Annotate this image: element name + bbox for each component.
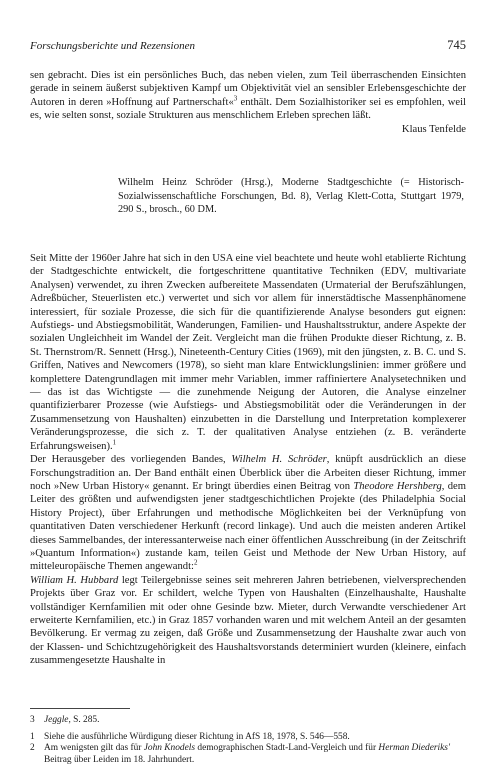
footnote-author: John Knodels <box>143 743 196 754</box>
footnote-author: Jeggle <box>44 715 69 725</box>
paragraph-2-text: , dem Leiter des größten und aufwendigsten jener stadtgeschichtlichen Projekte (des Philadelphia Social History Project), über Erfahrungen und methodische Möglichkeiten bei der Verknüpfung von quantitativen Daten verschiedener Herkunft (record linkage). Und auch die meisten anderen Artikel dieses Sammelbandes, der interessanterweise nach einer öffentlichen Ausschreibung (in der Zeitschrift »Quantum Information«) zustande kam, teilen Geist und Methode der New Urban History, auf mitteleuropäische Themen angewandt: <box>30 480 467 573</box>
paragraph-2-text: , knüpft ausdrücklich an diese Forschungstradition an. Der Band enthält einen Überblick über die Arbeiten dieser Richtung, immer noch »New Urban History« genannt. Er bringt überdies einen Beitrag von <box>30 454 466 492</box>
footnotes <box>30 715 466 766</box>
footnote-1 <box>30 732 466 743</box>
review-conclusion <box>30 69 466 136</box>
paragraph-1-text: Seit Mitte der 1960er Jahre hat sich in den USA eine viel beachtete und heute wohl etablierte Richtung der Stadtgeschichte entwickelt, die fortgeschrittene quantitative Techniken (EDV, multivariate Analysen) verwendet, zu ihren Zwecken aufbereitete Massendaten (Urmaterial der Berufszählungen, Adreßbücher, Steuerlisten etc.) verwertet und sich vor allem für innerstädtische Massenphänomene interessiert, für soziale Prozesse, die sich für die quantifizierende Analyse besonders gut eignen: Aufstiegs- und Abstiegsmobilität, Wanderungen, Familien- und Haushaltsstruktur, andere Aspekte der sozialen Ungleichheit im Wandel der Zeit. Vergleicht man die frühen Produkte dieser Richtung, z. B. St. Thernstrom/R. Sennett (Hrsg.), Nineteenth-Century Cities (1969), mit den jüngsten, z. B. C. und S. Griffen, Natives and Newcomers (1978), so sieht man klare Entwicklungslinien: immer größere und komplettere Datengrundlagen mit immer mehr Variablen, immer raffiniertere Analysetechniken und — das ist das Wichtigste — die zunehmende Neigung der Autoren, die Analyse einzelner quantifizierbarer Prozesse (wie Aufstiegs- und Abstiegsmobilität oder die Veränderungen in der Zusammensetzung von Haushalten) einzubetten in die Darstellung und Interpretation komplexerer Veränderungsprozesse, die sich z. T. der qualitativen Analyse entziehen (z. B. veränderte Erfahrungsweisen). <box>30 253 466 452</box>
bibliographic-entry: Wilhelm Heinz Schröder (Hrsg.), Moderne Stadtgeschichte (= Historisch-Sozialwissenschaftliche Forschungen, Bd. 8), Verlag Klett-Cotta, Stuttgart 1979, 290 S., brosch., 60 DM. <box>118 177 464 216</box>
paragraph-3 <box>30 574 466 668</box>
reviewer-signature: Klaus Tenfelde <box>401 123 466 135</box>
paragraph-2 <box>30 453 466 574</box>
footnote-number: 2 <box>30 743 35 754</box>
footnote-2 <box>30 743 466 765</box>
footnote-number: 1 <box>30 732 35 743</box>
page-number: 745 <box>447 38 466 52</box>
author-name: Wilhelm H. Schröder <box>231 454 327 466</box>
author-name: Theodore Hershberg <box>353 480 442 492</box>
review-body <box>30 252 466 668</box>
intro-paragraph <box>30 69 466 123</box>
footnote-divider <box>30 708 130 709</box>
running-head: Forschungsberichte und Rezensionen <box>30 40 195 52</box>
paragraph-3-text: legt Teilergebnisse seines seit mehreren Jahren betriebenen, vielversprechenden Projekts über Graz vor. Er schildert, welche Typen von Haushalten (Einzelhaushalte, Haushalte vollständiger Kernfamilien mit oder ohne Gesinde bzw. Mieter, durch Verwandte verschiedener Art erweiterte Kernfamilien, etc.) in Graz 1857 vorhanden waren und mit welchem Anteil an der gesamten Bevölkerung. Er vermag zu zeigen, daß Größe und Zusammensetzung der Haushalte zwar auch von der Klassen- und Schichtzugehörigkeit des Haushaltsvorstands determiniert wurden (kleinere, einfach zusammengesetzte Haushalte in <box>30 574 466 667</box>
paragraph-2-text: Der Herausgeber des vorliegenden Bandes, <box>30 454 232 466</box>
footnote-ref: 1 <box>112 438 117 447</box>
footnote-author: Herman Diederiks' <box>378 743 450 754</box>
footnote-ref: 3 <box>233 94 238 103</box>
author-name: William H. Hubbard <box>30 574 119 586</box>
intro-text-after: enthält. Dem Sozialhistoriker sei es empfohlen, weil es, wie selten sonst, soziale Strukturen aus menschlichem Erleben sprechen läßt. <box>30 96 466 122</box>
footnote-text: Siehe die ausführliche Würdigung dieser Richtung in AfS 18, 1978, S. 546—558. <box>44 732 350 743</box>
paragraph-1 <box>30 252 466 453</box>
footnote-text: demographischen Stadt-Land-Vergleich und für <box>195 743 379 754</box>
footnote-ref: 2 <box>193 558 198 567</box>
footnote-3 <box>30 715 466 726</box>
footnote-text: Beitrag über Leiden im 18. Jahrhundert. <box>44 754 195 765</box>
footnote-text: Am wenigsten gilt das für <box>44 743 144 754</box>
intro-text: sen gebracht. Dies ist ein persönliches Buch, das neben vielen, zum Teil überraschenden Einsichten gerade in seinem äußerst subjektiven Kampf um Objektivität viel an sensibler Erlebensgeschichte der Autoren in deren »Hoffnung auf Partnerschaft« <box>30 70 466 108</box>
footnote-text: , S. 285. <box>68 715 100 725</box>
footnote-number: 3 <box>30 715 35 725</box>
